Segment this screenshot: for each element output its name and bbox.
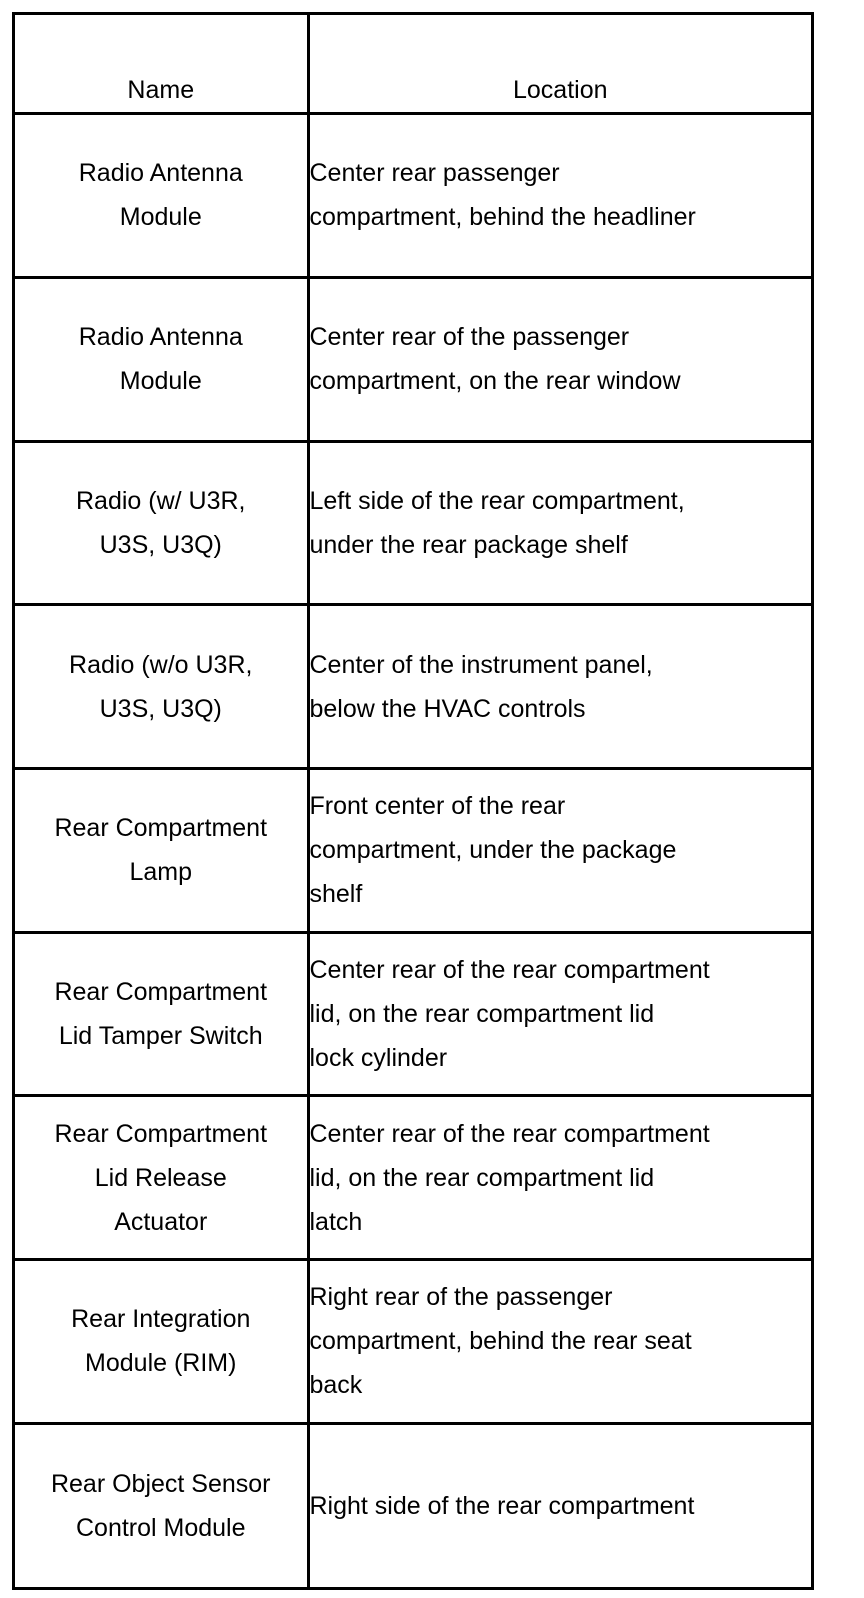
component-location-line: under the rear package shelf [309,530,628,559]
component-location-line: lid, on the rear compartment lid [309,999,655,1028]
component-location-line: back [309,1371,363,1400]
component-name-line: Rear Integration [71,1305,251,1334]
component-location-line: Center rear of the passenger [309,323,630,352]
component-name-line: Rear Compartment [54,977,268,1006]
component-location-line: Center rear of the rear compartment [309,1119,710,1148]
table-row [15,768,811,932]
table-row [15,114,811,278]
table-row [15,1423,811,1587]
component-name-cell [15,1096,308,1260]
component-location-line: Center rear passenger [309,159,560,188]
component-location-line: lid, on the rear compartment lid [309,1163,655,1192]
table-row [15,1260,811,1424]
component-name-line: Radio (w/ U3R, [76,486,246,515]
component-name-cell [15,768,308,932]
table-row [15,605,811,769]
component-location-line: compartment, on the rear window [309,367,681,396]
component-location-cell [308,441,811,605]
component-location-line: compartment, under the package [309,836,677,865]
component-name-cell [15,441,308,605]
component-location-table-frame [12,12,814,1590]
component-name-line: Radio Antenna [78,159,243,188]
component-location-line: Right side of the rear compartment [309,1491,695,1520]
component-location-cell [308,114,811,278]
component-location-line: compartment, behind the rear seat [309,1327,692,1356]
component-name-cell [15,1260,308,1424]
table-header-row [15,15,811,114]
component-name-line: Radio Antenna [78,323,243,352]
component-name-line: Module [119,203,202,232]
component-name-cell [15,114,308,278]
component-name-cell [15,1423,308,1587]
component-name-cell [15,932,308,1096]
component-location-cell [308,1096,811,1260]
table-row [15,1096,811,1260]
component-location-line: Center rear of the rear compartment [309,955,710,984]
component-location-cell [308,768,811,932]
component-location-line: latch [309,1207,363,1236]
table-row [15,441,811,605]
component-name-line: Lamp [129,858,193,887]
component-location-cell [308,605,811,769]
component-location-line: shelf [309,880,363,909]
component-name-line: Lid Tamper Switch [58,1021,263,1050]
component-location-cell [308,1260,811,1424]
column-header-location: Location [308,15,811,114]
component-name-line: U3S, U3Q) [99,694,222,723]
column-header-name: Name [15,15,308,114]
component-name-line: Radio (w/o U3R, [69,650,253,679]
component-location-line: compartment, behind the headliner [309,203,696,232]
component-name-cell [15,605,308,769]
component-location-line: Front center of the rear [309,792,566,821]
component-location-cell [308,932,811,1096]
component-name-line: Control Module [75,1513,246,1542]
component-name-line: Rear Compartment [54,814,268,843]
component-location-line: Right rear of the passenger [309,1283,613,1312]
component-name-line: Module (RIM) [85,1349,237,1378]
table-row [15,932,811,1096]
component-location-line: Left side of the rear compartment, [309,486,685,515]
component-name-line: Rear Object Sensor [50,1469,271,1498]
component-name-line: Rear Compartment [54,1119,268,1148]
component-location-cell [308,1423,811,1587]
component-location-table [15,15,811,1587]
component-location-line: Center of the instrument panel, [309,650,653,679]
component-name-line: Actuator [114,1207,208,1236]
component-name-line: U3S, U3Q) [99,530,222,559]
table-row [15,277,811,441]
component-location-line: below the HVAC controls [309,694,586,723]
component-location-cell [308,277,811,441]
component-location-line: lock cylinder [309,1043,448,1072]
component-name-cell [15,277,308,441]
component-name-line: Lid Release [94,1163,227,1192]
component-name-line: Module [119,367,202,396]
